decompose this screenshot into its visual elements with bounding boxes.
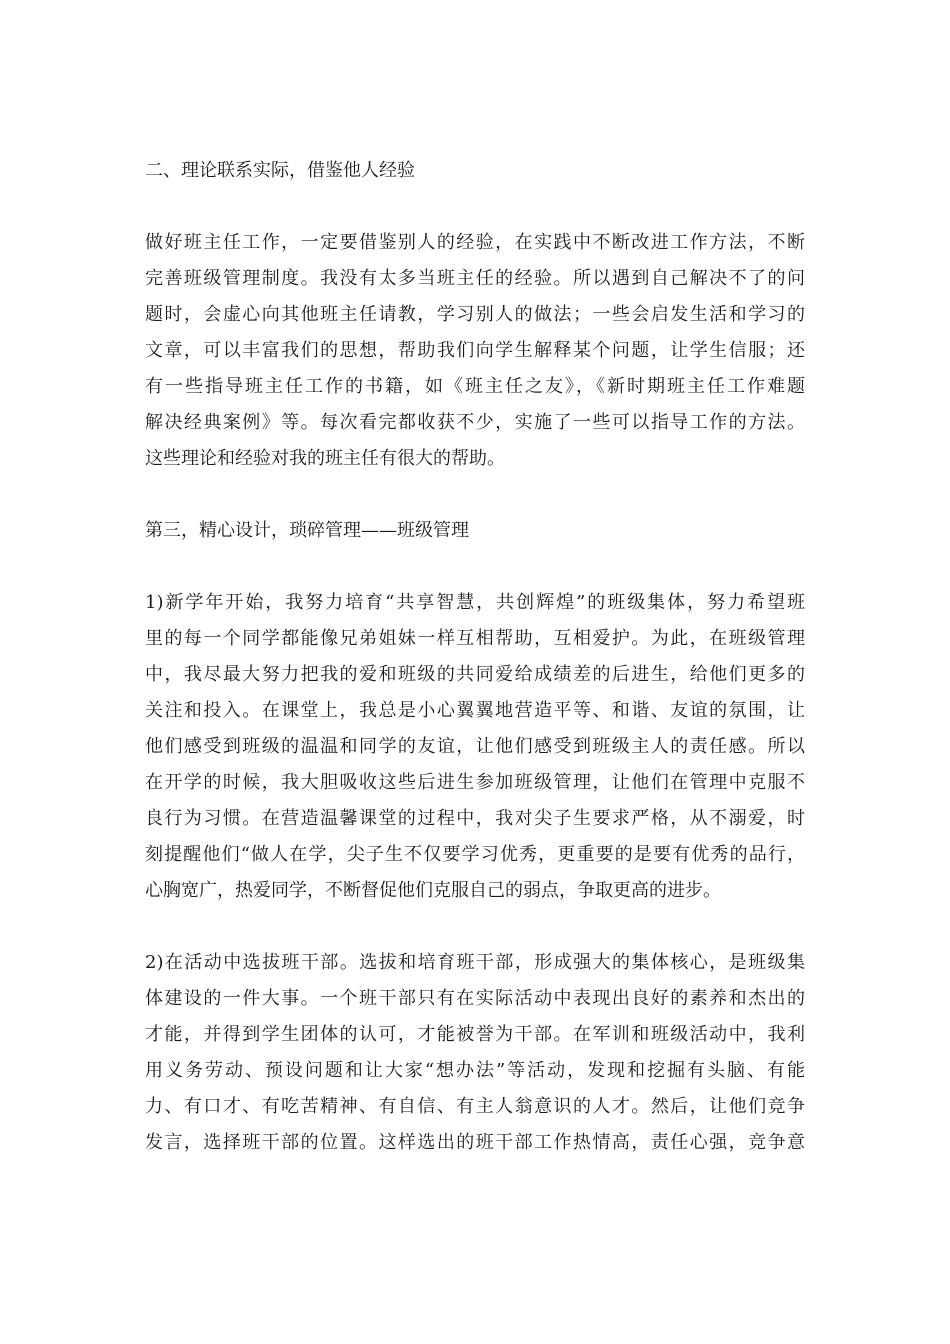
text-line: 关注和投入。在课堂上，我总是小心翼翼地营造平等、和谐、友谊的氛围，让 <box>145 700 805 721</box>
text-line: 完善班级管理制度。我没有太多当班主任的经验。所以遇到自己解决不了的问 <box>145 268 805 289</box>
paragraph-class-cadres <box>145 945 805 1161</box>
text-line: 在开学的时候，我大胆吸收这些后进生参加班级管理，让他们在管理中克服不 <box>145 772 805 793</box>
text-line: 题时，会虚心向其他班主任请教，学习别人的做法；一些会启发生活和学习的 <box>145 304 805 325</box>
section-heading-2: 二、理论联系实际，借鉴他人经验 <box>145 160 415 181</box>
text-line: 发言，选择班干部的位置。这样选出的班干部工作热情高，责任心强，竞争意 <box>145 1132 805 1153</box>
paragraph-spacer <box>145 189 805 225</box>
text-line: 这些理论和经验对我的班主任有很大的帮助。 <box>145 448 505 469</box>
paragraph-class-collective <box>145 585 805 909</box>
text-line: 才能，并得到学生团体的认可，才能被誉为干部。在军训和班级活动中，我利 <box>145 1024 805 1045</box>
text-line: 2)在活动中选拔班干部。选拔和培育班干部，形成强大的集体核心，是班级集 <box>145 952 805 973</box>
text-line: 他们感受到班级的温温和同学的友谊，让他们感受到班级主人的责任感。所以 <box>145 736 805 757</box>
text-line: 做好班主任工作，一定要借鉴别人的经验，在实践中不断改进工作方法，不断 <box>145 232 805 253</box>
text-line: 良行为习惯。在营造温馨课堂的过程中，我对尖子生要求严格，从不溺爱，时 <box>145 808 805 829</box>
paragraph-spacer <box>145 909 805 945</box>
text-line: 中，我尽最大努力把我的爱和班级的共同爱给成绩差的后进生，给他们更多的 <box>145 664 805 685</box>
text-line: 1)新学年开始，我努力培育“共享智慧，共创辉煌”的班级集体，努力希望班 <box>145 592 805 613</box>
text-line: 有一些指导班主任工作的书籍，如《班主任之友》，《新时期班主任工作难题 <box>145 376 805 397</box>
section-heading-3: 第三，精心设计，琐碎管理——班级管理 <box>145 520 469 541</box>
text-line: 用义务劳动、预设问题和让大家“想办法”等活动，发现和挖掘有头脑、有能 <box>145 1060 805 1081</box>
text-line: 体建设的一件大事。一个班干部只有在实际活动中表现出良好的素养和杰出的 <box>145 988 805 1009</box>
text-line: 里的每一个同学都能像兄弟姐妹一样互相帮助，互相爱护。为此，在班级管理 <box>145 628 805 649</box>
text-line: 心胸宽广，热爱同学，不断督促他们克服自己的弱点，争取更高的进步。 <box>145 880 721 901</box>
text-line: 力、有口才、有吃苦精神、有自信、有主人翁意识的人才。然后，让他们竞争 <box>145 1096 805 1117</box>
text-line: 解决经典案例》等。每次看完都收获不少，实施了一些可以指导工作的方法。 <box>145 412 805 433</box>
text-line: 刻提醒他们“做人在学，尖子生不仅要学习优秀，更重要的是要有优秀的品行， <box>145 844 805 865</box>
paragraph-spacer <box>145 477 805 513</box>
text-line: 文章，可以丰富我们的思想，帮助我们向学生解释某个问题，让学生信服；还 <box>145 340 805 361</box>
paragraph-borrowing-experience <box>145 225 805 477</box>
paragraph-spacer <box>145 549 805 585</box>
document-body <box>145 153 805 1161</box>
